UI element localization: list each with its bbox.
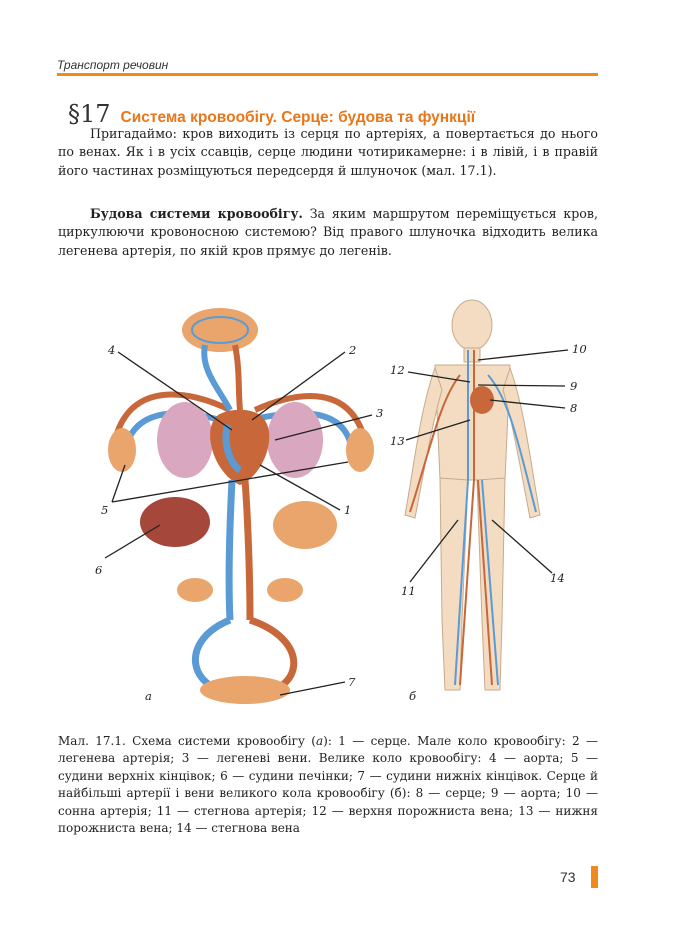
page-number-bar (591, 866, 598, 888)
header-rule (57, 73, 598, 76)
section-number: §17 (68, 100, 111, 128)
intestine (273, 501, 337, 549)
figure-caption (58, 733, 598, 837)
label-14: 14 (550, 571, 565, 585)
paragraph-body: За яким маршрутом переміщується кров, циркулюючи кровоносною системою? Від правого шлуночка відходить велика легенева артерія, по якій кров прямує до легенів. (58, 206, 598, 258)
head-artery (235, 345, 240, 410)
label-3: 3 (376, 406, 384, 420)
liver (140, 497, 210, 547)
leader-6 (105, 525, 160, 558)
paragraph-intro: Пригадаймо: кров виходить із серця по артеріях, а повертається до нього по венах. Як і в усіх ссавців, серце людини чотирикамерне: і в лівій, і в правій його частинах розміщуються передсердя й шлуночок (мал. 17.1). (58, 126, 598, 178)
circulation-figure (90, 290, 610, 720)
label-6: 6 (95, 563, 103, 577)
label-5: 5 (101, 503, 109, 517)
label-9: 9 (570, 379, 578, 393)
leader-7 (280, 682, 345, 695)
label-4: 4 (108, 343, 116, 357)
section-heading (68, 100, 475, 128)
paragraph-structure (58, 205, 598, 260)
caption-lead: Мал. 17.1. Схема системи кровообігу ( (58, 734, 316, 748)
head-capillaries (182, 308, 258, 352)
panel-label-a: а (145, 689, 152, 703)
leader-10 (478, 350, 568, 360)
label-8: 8 (570, 401, 578, 415)
inferior-vena-cava (229, 480, 232, 620)
running-header: Транспорт речовин (57, 58, 169, 72)
label-7: 7 (348, 675, 356, 689)
label-2: 2 (349, 343, 357, 357)
page-number: 73 (560, 869, 576, 885)
panel-label-b: б (409, 689, 417, 703)
label-10: 10 (572, 342, 587, 356)
label-12: 12 (390, 363, 405, 377)
kidney-left (177, 578, 213, 602)
body-diagram (405, 300, 540, 690)
label-1: 1 (344, 503, 352, 517)
kidney-right (267, 578, 303, 602)
caption-text: ): 1 — серце. Мале коло кровообігу: 2 — легенева артерія; 3 — легеневі вени. Велике коло кровообігу: 4 — аорта; 5 — судини верхніх кінцівок; 6 — судини печінки; 7 — судини нижніх кінцівок. Серце й найбільші артерії і вени великого кола кровообігу (б): 8 — серце; 9 — аорта; 10 — сонна артерія; 11 — стегнова артерія; 12 — верхня порожниста вена; 13 — нижня порожниста вена; 14 — стегнова вена (58, 734, 598, 836)
leg-capillaries (200, 676, 290, 704)
descending-aorta (245, 480, 250, 620)
label-11: 11 (401, 584, 416, 598)
arm-capillaries-left (108, 428, 136, 472)
caption-letter: а (316, 734, 324, 748)
label-13: 13 (390, 434, 405, 448)
section-title: Система кровообігу. Серце: будова та функції (120, 109, 476, 126)
lung-left (157, 402, 213, 478)
arm-capillaries-right (346, 428, 374, 472)
paragraph-lead: Будова системи кровообігу. (90, 206, 303, 221)
